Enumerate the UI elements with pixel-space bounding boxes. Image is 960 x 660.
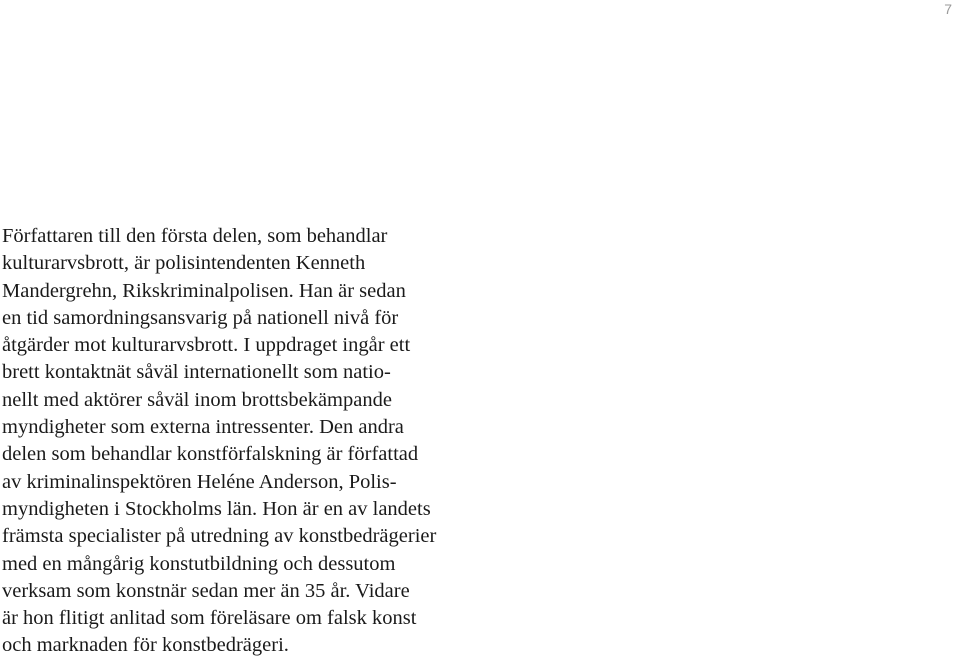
paragraph-line: åtgärder mot kulturarvsbrott. I uppdraget ingår ett bbox=[2, 334, 411, 357]
paragraph-line: myndigheter som externa intressenter. Den andra bbox=[2, 416, 404, 439]
paragraph-line: av kriminalinspektören Heléne Anderson, Polis- bbox=[2, 470, 397, 493]
paragraph-line: myndigheten i Stockholms län. Hon är en av landets bbox=[2, 497, 431, 520]
paragraph-line: och marknaden för konstbedrägeri. bbox=[2, 634, 289, 657]
paragraph-line: är hon flitigt anlitad som föreläsare om falsk konst bbox=[2, 607, 417, 630]
author-paragraph bbox=[2, 223, 502, 660]
paragraph-line: Mandergrehn, Rikskriminalpolisen. Han är sedan bbox=[2, 279, 406, 302]
paragraph-line: Författaren till den första delen, som behandlar bbox=[2, 225, 388, 247]
paragraph-line: delen som behandlar konstförfalskning är författad bbox=[2, 443, 419, 466]
paragraph-line: en tid samordningsansvarig på nationell nivå för bbox=[2, 306, 399, 329]
page-number: 7 bbox=[944, 1, 952, 17]
paragraph-line: verksam som konstnär sedan mer än 35 år. Vidare bbox=[2, 579, 410, 602]
paragraph-line: med en mångårig konstutbildning och dessutom bbox=[2, 552, 396, 575]
paragraph-line: kulturarvsbrott, är polisintendenten Kenneth bbox=[2, 252, 366, 275]
paragraph-line: nellt med aktörer såväl inom brottsbekämpande bbox=[2, 388, 392, 411]
paragraph-line: främsta specialister på utredning av konstbedrägerier bbox=[2, 525, 437, 548]
paragraph-line: brett kontaktnät såväl internationellt som natio- bbox=[2, 361, 391, 384]
